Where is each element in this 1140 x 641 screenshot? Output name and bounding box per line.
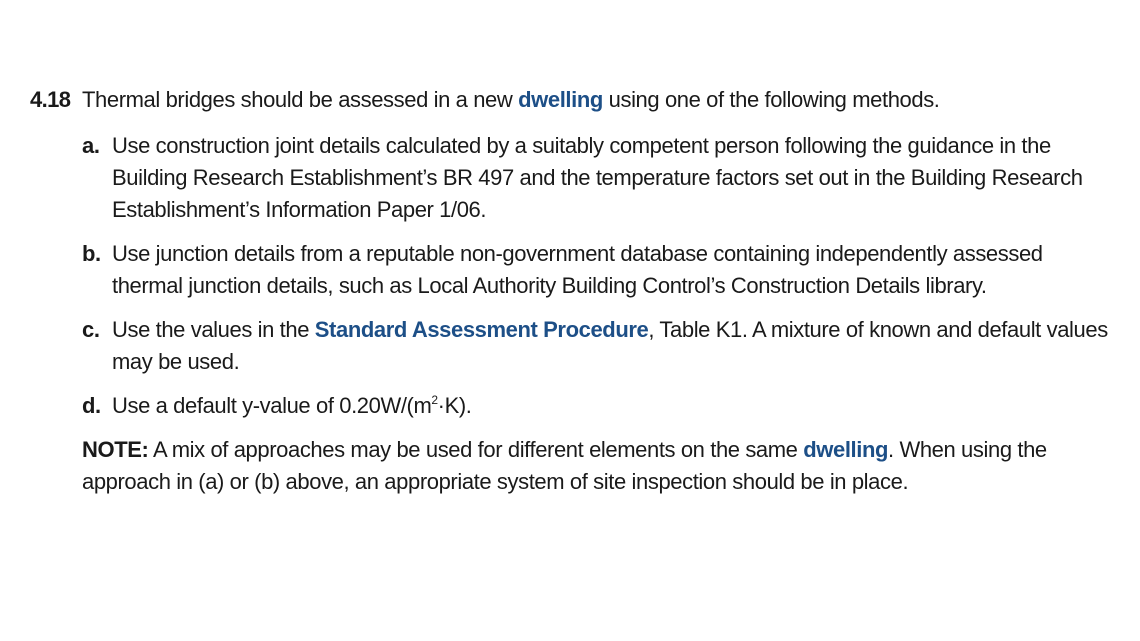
clause-4-18 xyxy=(30,84,1110,498)
methods-list xyxy=(82,130,1110,422)
note-paragraph xyxy=(82,434,1110,498)
item-text-end: , Table K1. A mixture of known and default values may be used. xyxy=(112,317,1108,374)
list-item-a xyxy=(82,130,1110,226)
item-text-end: ·K). xyxy=(437,393,472,418)
clause-heading xyxy=(30,84,1110,116)
defined-term-sap-link[interactable]: Standard Assessment Procedure xyxy=(314,317,649,342)
list-item-c xyxy=(82,314,1110,378)
item-text: Use junction details from a reputable non-government database containing independently assessed thermal junction details, such as Local Authority Building Control’s Construction Details library. xyxy=(112,241,1043,298)
clause-intro-text: Thermal bridges should be assessed in a new xyxy=(82,87,519,112)
item-label: b. xyxy=(82,241,101,266)
item-label: d. xyxy=(82,393,101,418)
list-item-d xyxy=(82,390,1110,422)
item-text-start: Use the values in the xyxy=(112,317,315,342)
list-item-b xyxy=(82,238,1110,302)
defined-term-dwelling-link[interactable]: dwelling xyxy=(803,437,889,462)
item-text xyxy=(112,314,1110,378)
item-label: c. xyxy=(82,317,100,342)
note-text-start: A mix of approaches may be used for different elements on the same xyxy=(148,437,804,462)
note-label: NOTE: xyxy=(82,437,149,462)
clause-intro xyxy=(82,84,1110,116)
superscript-2: 2 xyxy=(431,393,438,407)
clause-number: 4.18 xyxy=(30,87,71,112)
item-text-start: Use a default y-value of 0.20W/(m xyxy=(112,393,432,418)
note-text-end: . When using the approach in (a) or (b) above, an appropriate system of site inspection should be in place. xyxy=(82,437,1047,494)
item-label: a. xyxy=(82,133,100,158)
defined-term-dwelling-link[interactable]: dwelling xyxy=(518,87,603,112)
clause-intro-text-end: using one of the following methods. xyxy=(602,87,940,112)
item-text: Use construction joint details calculated by a suitably competent person following the guidance in the Building Research Establishment’s BR 497 and the temperature factors set out in the Building Research Establishment’s Information Paper 1/06. xyxy=(112,133,1083,222)
item-text xyxy=(112,390,1110,422)
